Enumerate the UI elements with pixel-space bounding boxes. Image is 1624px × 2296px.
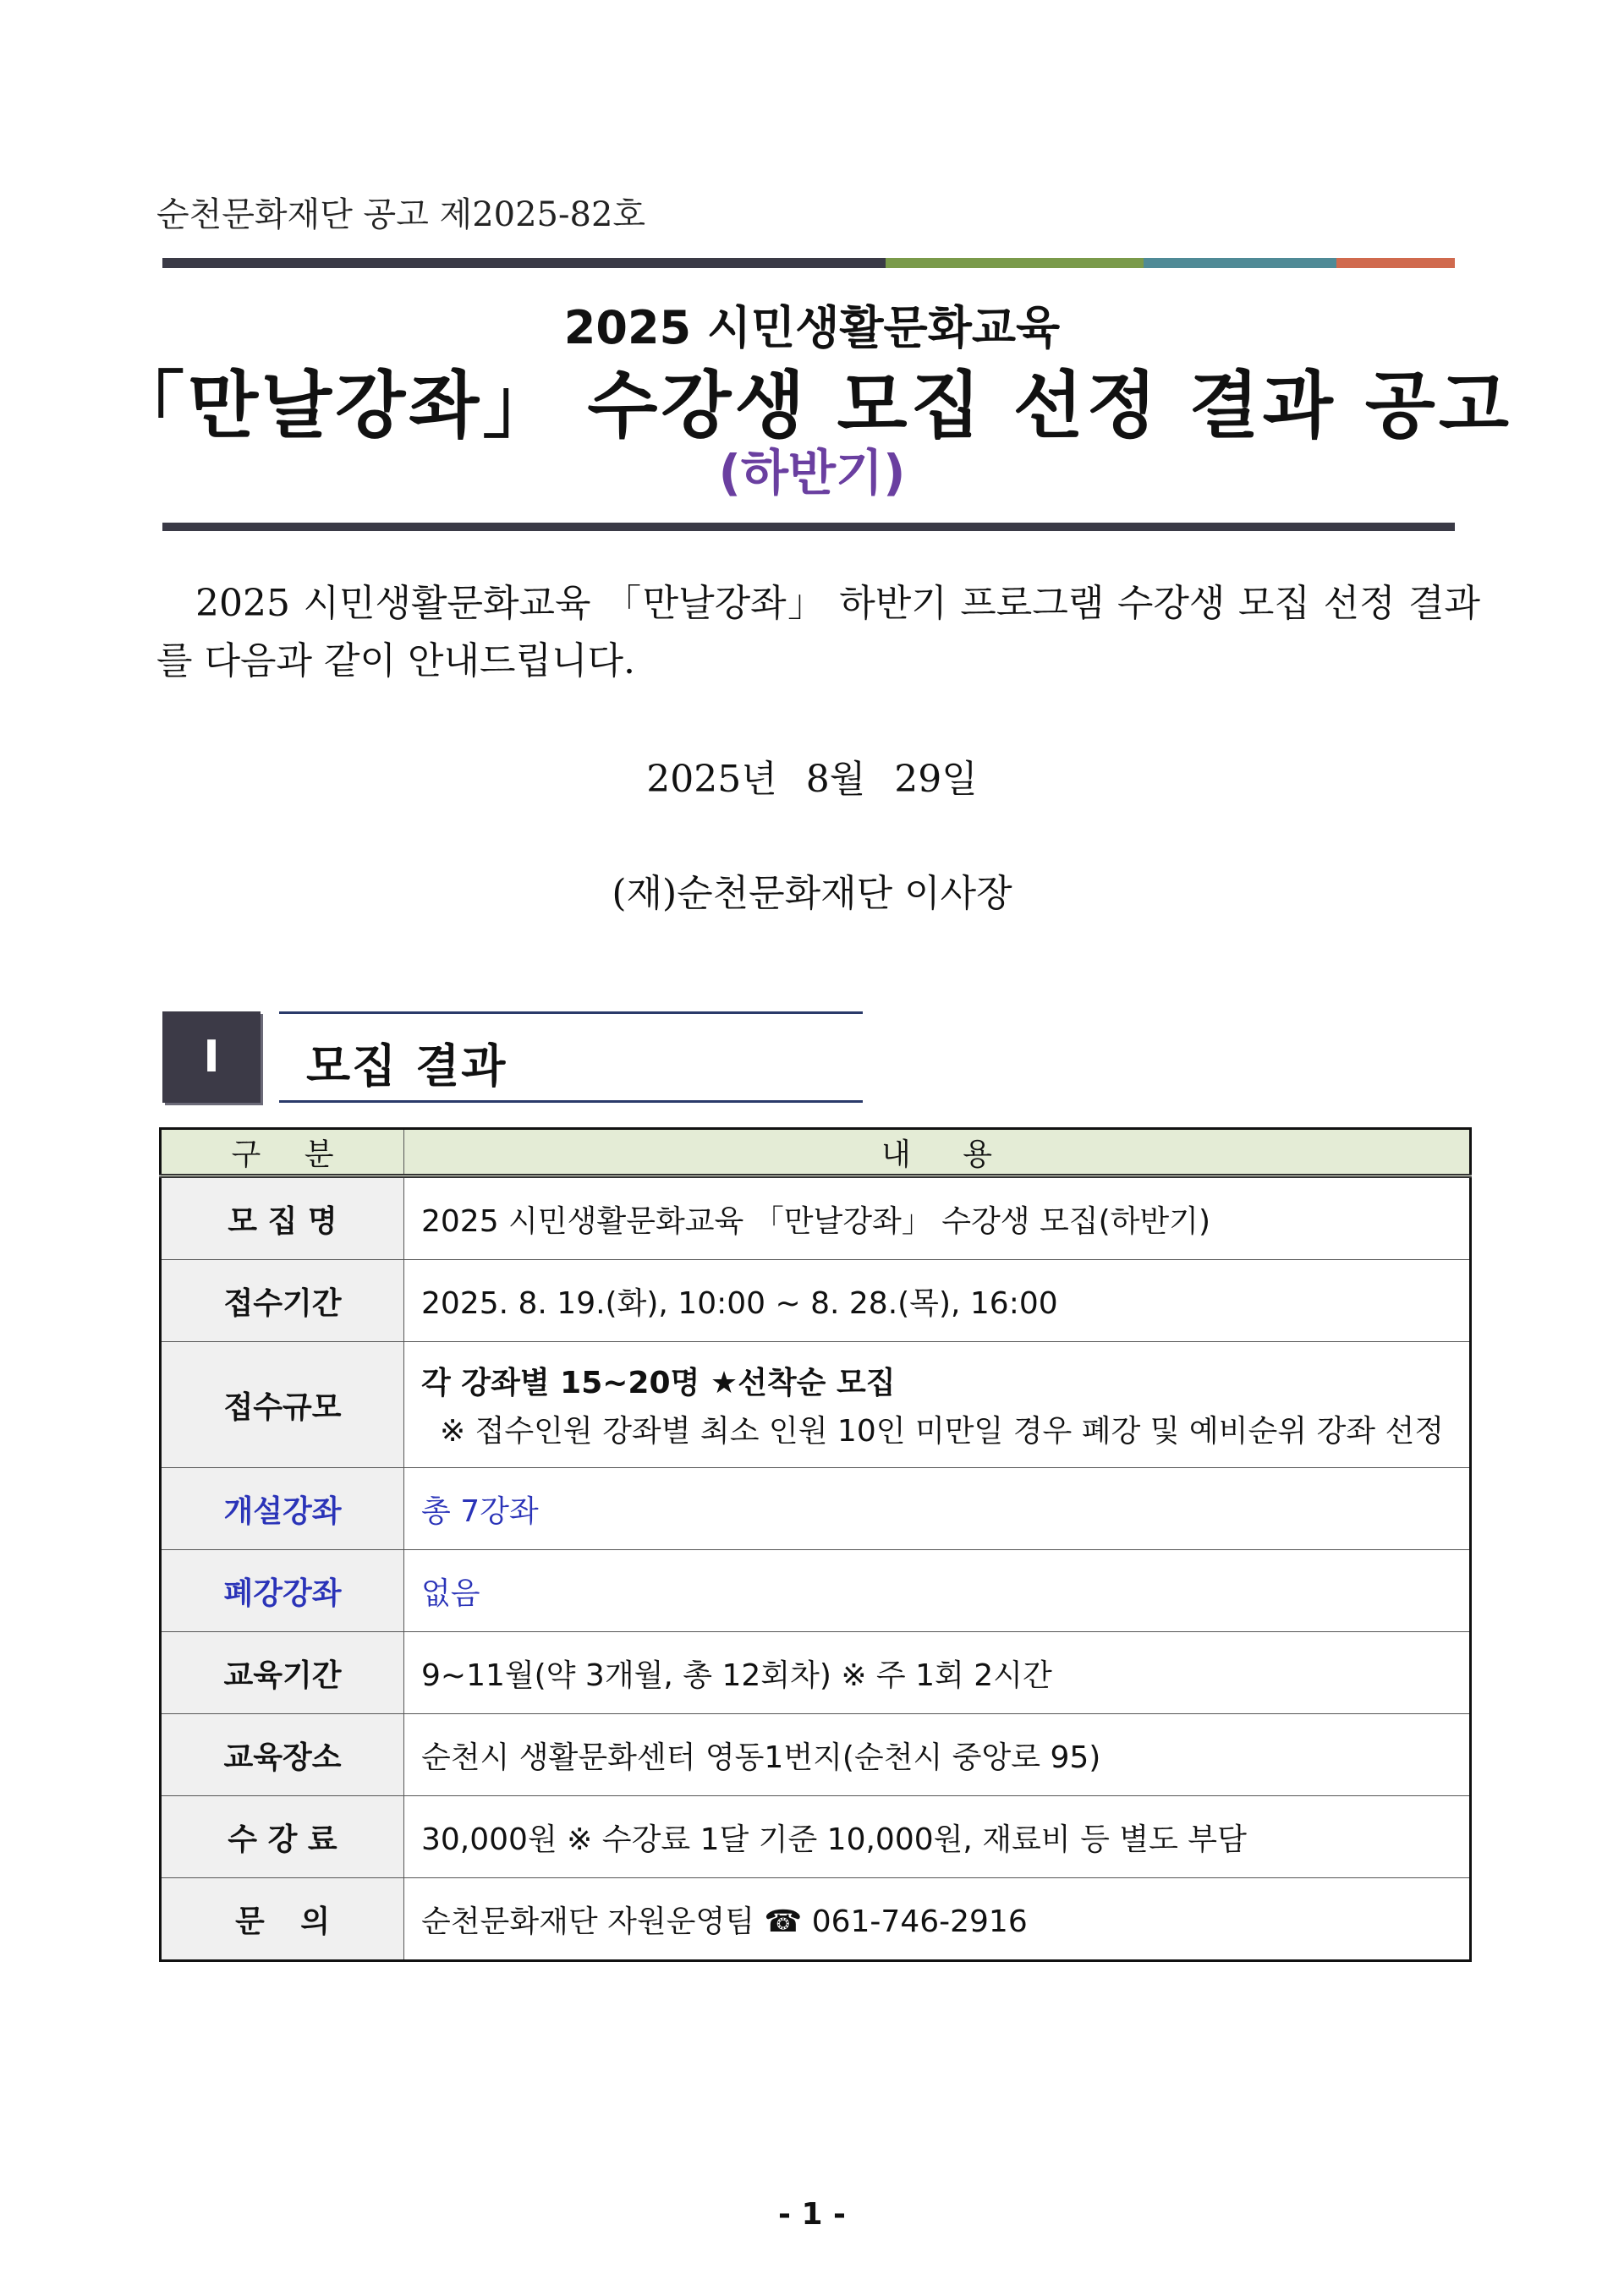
table-header-content: 내 용 xyxy=(404,1129,1471,1176)
row-label: 문 의 xyxy=(161,1878,404,1961)
table-row xyxy=(161,1260,1471,1342)
table-header-category: 구 분 xyxy=(161,1129,404,1176)
page-number: - 1 - xyxy=(778,2197,846,2232)
row-label: 모 집 명 xyxy=(161,1176,404,1260)
row-label: 개설강좌 xyxy=(161,1468,404,1550)
table-row xyxy=(161,1714,1471,1796)
row-label: 수 강 료 xyxy=(161,1796,404,1878)
color-bar-teal xyxy=(1144,258,1336,268)
intro-paragraph xyxy=(156,575,1480,690)
row-value: 2025 시민생활문화교육 「만날강좌」 수강생 모집(하반기) xyxy=(404,1176,1471,1260)
table-row xyxy=(161,1176,1471,1260)
section-line-bottom xyxy=(279,1100,863,1103)
section-number: Ⅰ xyxy=(203,1032,220,1082)
color-bar-green xyxy=(886,258,1144,268)
row-value: 2025. 8. 19.(화), 10:00 ~ 8. 28.(목), 16:00 xyxy=(404,1260,1471,1342)
section-title: 모집 결과 xyxy=(306,1039,508,1093)
table-row xyxy=(161,1632,1471,1714)
title-line-3: (하반기) xyxy=(718,444,906,501)
section-line-top xyxy=(279,1011,863,1014)
table-row xyxy=(161,1878,1471,1961)
row-value: 없음 xyxy=(404,1550,1471,1632)
row-label: 교육장소 xyxy=(161,1714,404,1796)
title-line-1: 2025 시민생활문화교육 xyxy=(563,301,1061,354)
section-number-box xyxy=(162,1011,261,1103)
recruitment-result-table xyxy=(159,1127,1472,1962)
color-bar-dark xyxy=(162,258,886,268)
header-color-bar xyxy=(162,258,1455,268)
notice-date: 2025년 8월 29일 xyxy=(646,758,978,801)
row-value-cell xyxy=(404,1342,1471,1468)
title-line-2: 「만날강좌」 수강생 모집 선정 결과 공고 xyxy=(112,364,1512,448)
row-value: 순천시 생활문화센터 영동1번지(순천시 중앙로 95) xyxy=(404,1714,1471,1796)
notice-number: 순천문화재단 공고 제2025-82호 xyxy=(156,195,646,234)
table-row xyxy=(161,1468,1471,1550)
row-value: 각 강좌별 15~20명 ★선착순 모집 xyxy=(421,1366,896,1400)
row-label: 접수기간 xyxy=(161,1260,404,1342)
row-label: 접수규모 xyxy=(161,1342,404,1468)
issuer: (재)순천문화재단 이사장 xyxy=(612,872,1012,915)
color-bar-orange xyxy=(1336,258,1455,268)
table-row xyxy=(161,1550,1471,1632)
intro-text: 2025 시민생활문화교육 「만날강좌」 하반기 프로그램 수강생 모집 선정 결과를 다음과 같이 안내드립니다. xyxy=(156,582,1480,682)
row-note: ※ 접수인원 강좌별 최소 인원 10인 미만일 경우 폐강 및 예비순위 강좌 선정 xyxy=(440,1414,1445,1449)
row-label: 폐강강좌 xyxy=(161,1550,404,1632)
row-value: 30,000원 ※ 수강료 1달 기준 10,000원, 재료비 등 별도 부담 xyxy=(404,1796,1471,1878)
row-label: 교육기간 xyxy=(161,1632,404,1714)
row-value: 순천문화재단 자원운영팀 ☎ 061-746-2916 xyxy=(404,1878,1471,1961)
row-value: 9~11월(약 3개월, 총 12회차) ※ 주 1회 2시간 xyxy=(404,1632,1471,1714)
table-row xyxy=(161,1796,1471,1878)
title-divider xyxy=(162,523,1455,531)
table-header-row xyxy=(161,1129,1471,1176)
table-row xyxy=(161,1342,1471,1468)
row-value: 총 7강좌 xyxy=(404,1468,1471,1550)
